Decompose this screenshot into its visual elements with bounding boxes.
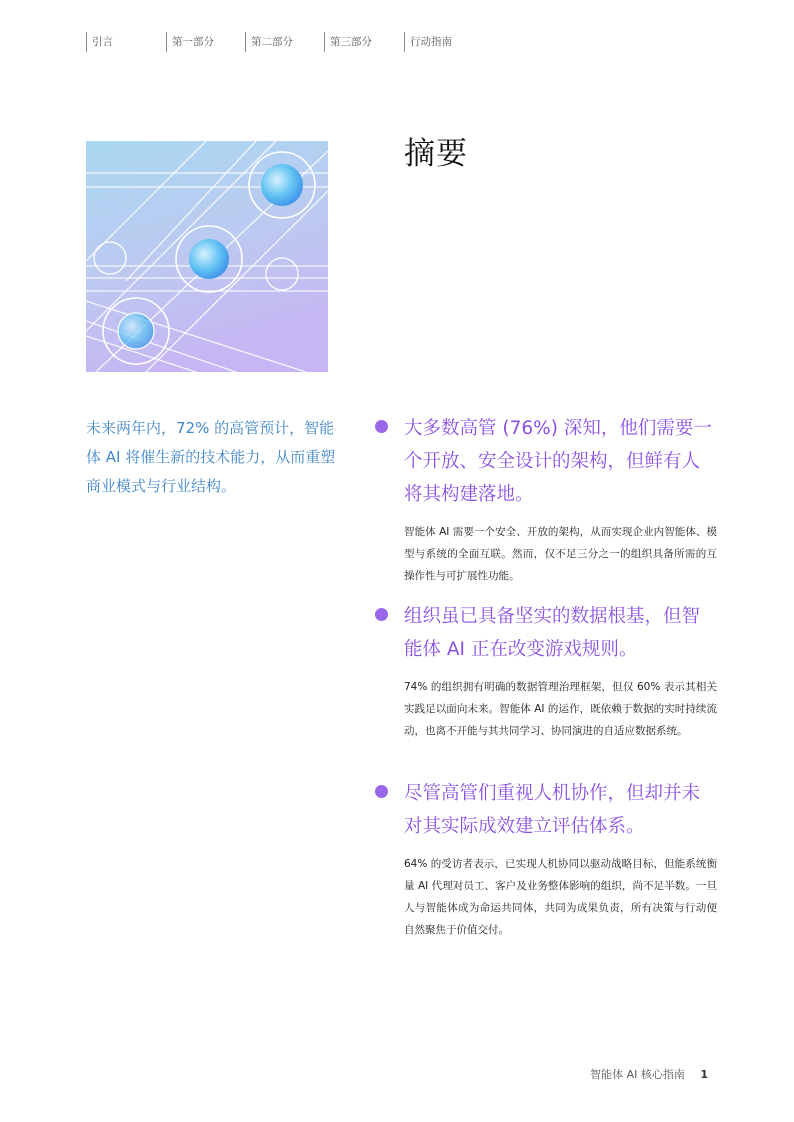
nav-item-part-one[interactable]: 第一部分 <box>166 32 214 52</box>
nav-item-part-three[interactable]: 第三部分 <box>324 32 372 52</box>
pull-quote: 未来两年内，72% 的高管预计，智能体 AI 将催生新的技术能力，从而重塑商业模式与行业结构。 <box>86 419 336 495</box>
bullet-dot-icon <box>375 785 388 798</box>
page-title: 摘要 <box>404 136 468 172</box>
bullet-dot-icon <box>375 608 388 621</box>
finding-heading: 尽管高管们重视人机协作，但却并未对其实际成效建立评估体系。 <box>404 783 701 837</box>
nav-item-action-guide[interactable]: 行动指南 <box>404 32 452 52</box>
finding-heading: 大多数高管 (76%) 深知，他们需要一个开放、安全设计的架构，但鲜有人将其构建落地。 <box>404 418 712 505</box>
hero-illustration <box>86 141 328 372</box>
page-footer <box>590 1066 708 1082</box>
finding-heading: 组织虽已具备坚实的数据根基，但智能体 AI 正在改变游戏规则。 <box>404 606 701 660</box>
footer-doc-title: 智能体 AI 核心指南 <box>590 1068 685 1081</box>
key-finding-3 <box>372 777 717 941</box>
abstract-circles-graphic <box>86 141 328 372</box>
page-number: 1 <box>700 1068 708 1081</box>
finding-body: 74% 的组织拥有明确的数据管理治理框架，但仅 60% 表示其相关实践足以面向未来。智能体 AI 的运作，既依赖于数据的实时持续流动，也离不开能与其共同学习、协同演进的自适应数据系统。 <box>404 681 717 737</box>
finding-body: 64% 的受访者表示，已实现人机协同以驱动战略目标，但能系统衡量 AI 代理对员工、客户及业务整体影响的组织，尚不足半数。一旦人与智能体成为命运共同体，共同为成果负责，所有决策与行动便自然聚焦于价值交付。 <box>404 858 717 936</box>
key-finding-1 <box>372 412 717 587</box>
nav-item-part-two[interactable]: 第二部分 <box>245 32 293 52</box>
finding-body: 智能体 AI 需要一个安全、开放的架构，从而实现企业内智能体、模型与系统的全面互联。然而，仅不足三分之一的组织具备所需的互操作性与可扩展性功能。 <box>404 526 717 582</box>
bullet-dot-icon <box>375 420 388 433</box>
key-finding-2 <box>372 600 717 742</box>
nav-item-intro[interactable]: 引言 <box>86 32 113 52</box>
